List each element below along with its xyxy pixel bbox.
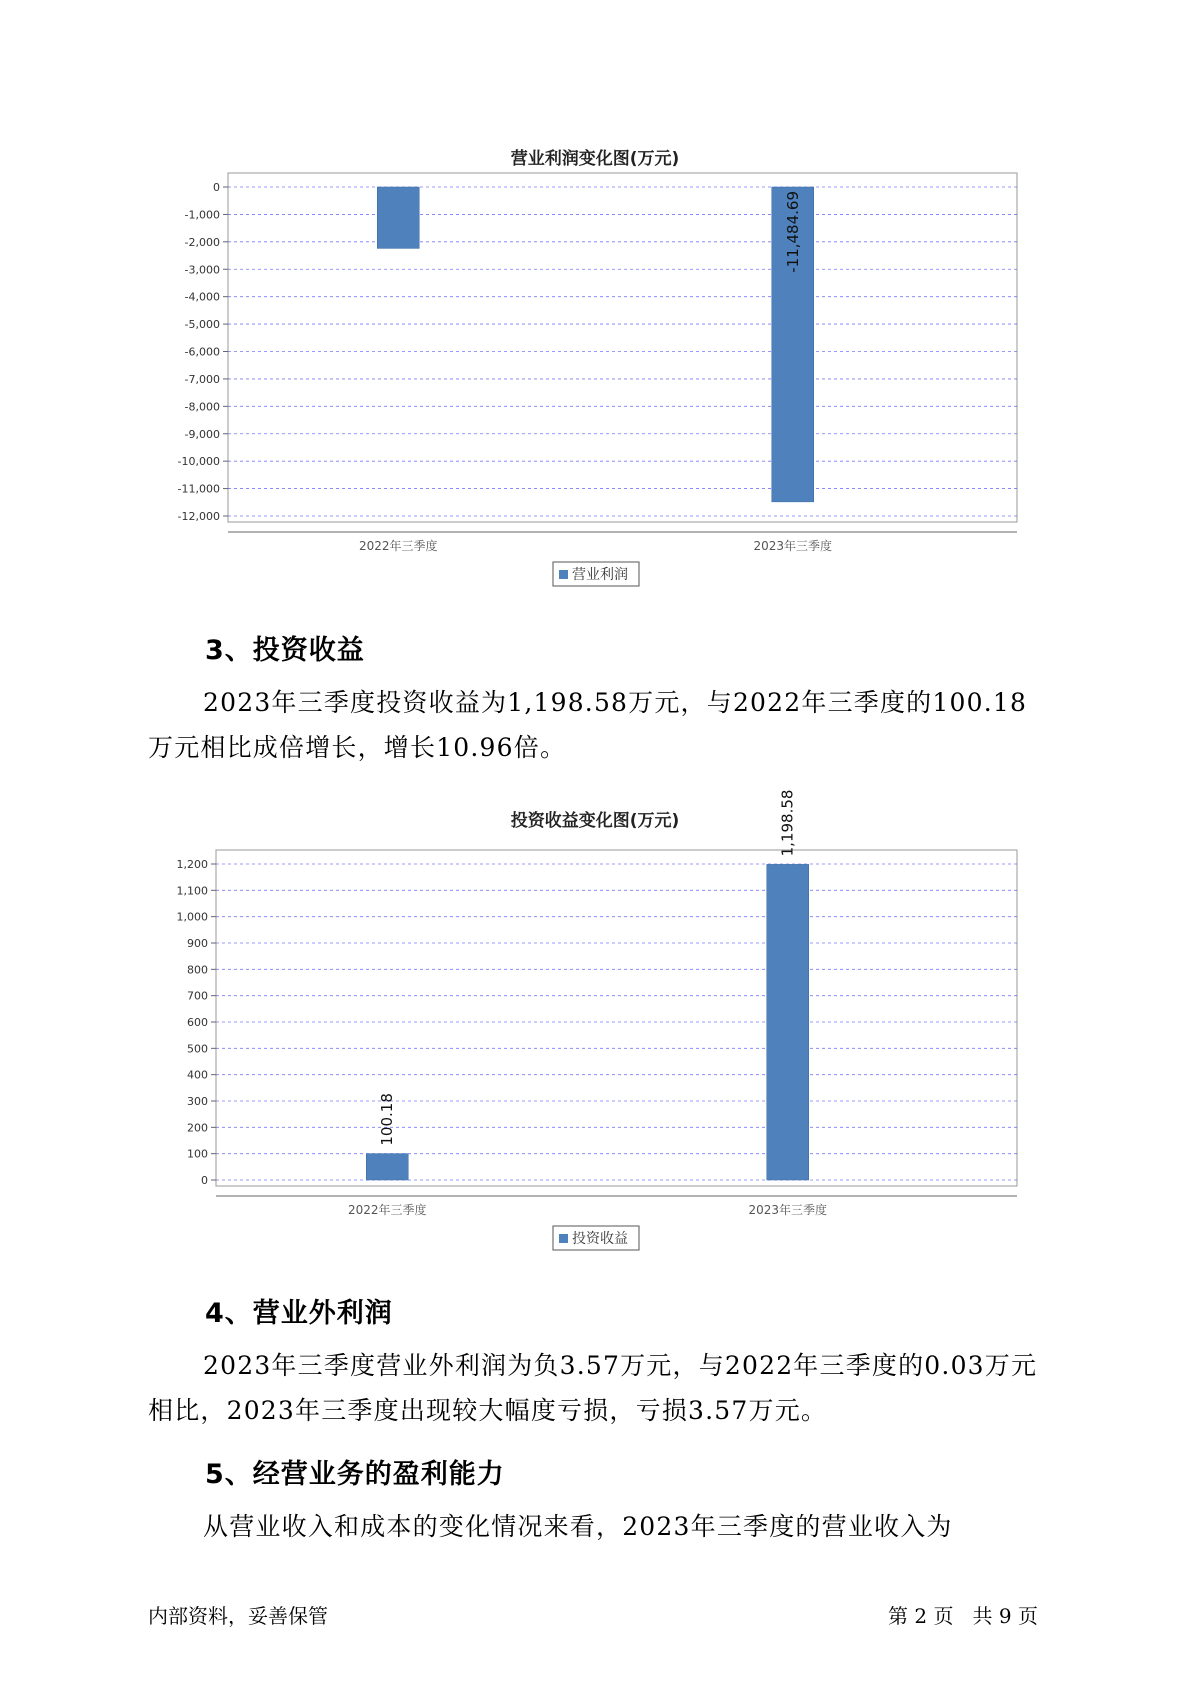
- y-tick-label: 500: [187, 1042, 208, 1056]
- legend-swatch: [559, 570, 568, 579]
- legend-swatch: [559, 1234, 568, 1243]
- y-tick-label: 400: [187, 1068, 208, 1082]
- y-tick-label: 700: [187, 989, 208, 1003]
- y-tick-label: 1,000: [176, 910, 208, 924]
- y-tick-label: 100: [187, 1147, 208, 1161]
- y-tick-label: -10,000: [177, 455, 220, 469]
- footer-page-number: 第 2 页 共 9 页: [888, 1604, 1038, 1628]
- y-tick-label: 200: [187, 1121, 208, 1135]
- section5-paragraph: 从营业收入和成本的变化情况来看，2023年三季度的营业收入为: [203, 1512, 953, 1541]
- y-tick-label: -8,000: [184, 400, 220, 414]
- chart2-title: 投资收益变化图(万元): [510, 811, 680, 831]
- data-label: -11,484.69: [783, 191, 802, 273]
- x-tick-label: 2022年三季度: [347, 1203, 427, 1217]
- plot-area: [216, 850, 1017, 1186]
- bar: [377, 187, 419, 248]
- plot-area: [228, 173, 1017, 522]
- y-tick-label: 0: [213, 181, 220, 194]
- section4-paragraph: 2023年三季度营业外利润为负3.57万元，与2022年三季度的0.03万元相比，2023年三季度出现较大幅度亏损，亏损3.57万元。: [148, 1351, 1038, 1425]
- y-tick-label: -1,000: [184, 208, 220, 222]
- operating-profit-chart: [0, 170, 1191, 630]
- x-tick-label: 2023年三季度: [753, 539, 833, 553]
- y-tick-label: -5,000: [184, 318, 220, 332]
- section3-heading: 3、投资收益: [205, 635, 365, 666]
- y-tick-label: -12,000: [177, 510, 220, 523]
- y-tick-label: -3,000: [184, 263, 220, 277]
- section5-heading: 5、经营业务的盈利能力: [205, 1459, 505, 1490]
- y-tick-label: -4,000: [184, 290, 220, 304]
- y-tick-label: 600: [187, 1016, 208, 1029]
- y-tick-label: -9,000: [184, 427, 220, 441]
- section4-heading: 4、营业外利润: [205, 1298, 393, 1329]
- y-tick-label: -2,000: [184, 235, 220, 249]
- y-tick-label: -7,000: [184, 372, 220, 386]
- data-label: 1,198.58: [778, 789, 797, 857]
- y-tick-label: -6,000: [184, 345, 220, 359]
- y-tick-label: 800: [187, 963, 208, 977]
- y-tick-label: 300: [187, 1095, 208, 1108]
- legend-label: 营业利润: [572, 567, 628, 583]
- x-tick-label: 2023年三季度: [748, 1203, 828, 1217]
- bar: [366, 1154, 408, 1180]
- y-tick-label: -11,000: [177, 482, 220, 496]
- x-tick-label: 2022年三季度: [358, 539, 438, 553]
- footer-left: 内部资料，妥善保管: [148, 1604, 328, 1628]
- y-tick-label: 0: [201, 1174, 208, 1187]
- y-tick-label: 900: [187, 937, 208, 950]
- bar: [767, 864, 809, 1180]
- section3-paragraph: 2023年三季度投资收益为1,198.58万元，与2022年三季度的100.18万元相比成倍增长，增长10.96倍。: [148, 688, 1028, 762]
- chart1-title: 营业利润变化图(万元): [510, 149, 680, 169]
- y-tick-label: 1,200: [176, 858, 208, 871]
- y-tick-label: 1,100: [176, 884, 208, 898]
- data-label: 100.18: [378, 1093, 397, 1146]
- legend-label: 投资收益: [572, 1231, 628, 1247]
